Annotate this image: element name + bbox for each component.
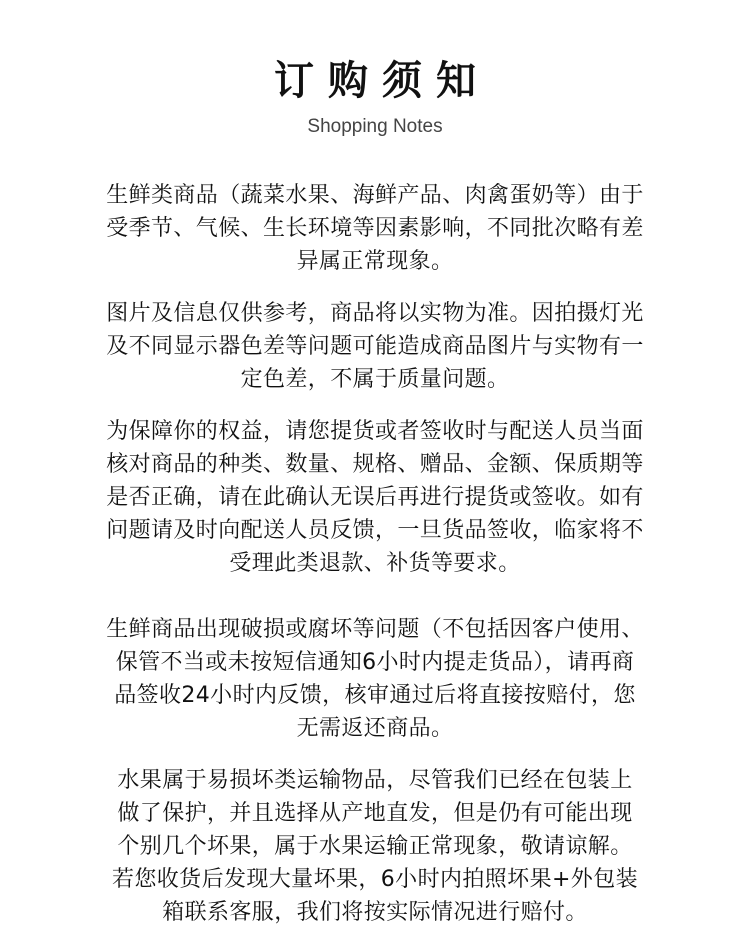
paragraph-line: 个别几个坏果，属于水果运输正常现象，敬请谅解。: [117, 834, 633, 859]
paragraph-line: 箱联系客服，我们将按实际情况进行赔付。: [162, 900, 588, 925]
note-paragraph-images: [70, 297, 680, 396]
paragraph-line: 异属正常现象。: [296, 249, 454, 274]
page-subtitle: Shopping Notes: [307, 116, 443, 137]
paragraph-line: 核对商品的种类、数量、规格、赠品、金额、保质期等: [106, 452, 644, 477]
paragraph-line: 水果属于易损坏类运输物品，尽管我们已经在包装上: [117, 768, 633, 793]
paragraph-line: 及不同显示器色差等问题可能造成商品图片与实物有一: [106, 334, 644, 359]
paragraph-line: 是否正确，请在此确认无误后再进行提货或签收。如有: [106, 485, 644, 510]
paragraph-line: 生鲜类商品（蔬菜水果、海鲜产品、肉禽蛋奶等）由于: [106, 183, 644, 208]
paragraph-line: 为保障你的权益，请您提货或者签收时与配送人员当面: [106, 419, 644, 444]
paragraph-line: 定色差，不属于质量问题。: [240, 367, 510, 392]
paragraph-line: 图片及信息仅供参考，商品将以实物为准。因拍摄灯光: [106, 301, 644, 326]
note-paragraph-damage: [70, 613, 680, 745]
paragraph-line: 问题请及时向配送人员反馈，一旦货品签收，临家将不: [106, 518, 644, 543]
paragraph-line: 生鲜商品出现破损或腐坏等问题（不包括因客户使用、: [106, 617, 644, 642]
paragraph-line: 受季节、气候、生长环境等因素影响，不同批次略有差: [106, 216, 644, 241]
paragraph-line: 若您收货后发现大量坏果，6小时内拍照坏果+外包装: [111, 867, 639, 892]
paragraph-line: 保管不当或未按短信通知6小时内提走货品），请再商: [115, 650, 635, 675]
paragraph-line: 做了保护，并且选择从产地直发，但是仍有可能出现: [117, 801, 633, 826]
note-paragraph-fruit: [70, 764, 680, 929]
note-paragraph-inspection: [70, 415, 680, 580]
note-paragraph-freshness: [70, 179, 680, 278]
paragraph-line: 无需返还商品。: [296, 716, 454, 741]
notes-body: [0, 179, 750, 929]
paragraph-line: 受理此类退款、补货等要求。: [229, 551, 521, 576]
paragraph-line: 品签收24小时内反馈，核审通过后将直接按赔付，您: [114, 683, 636, 708]
page-title: 订购须知: [274, 58, 490, 104]
